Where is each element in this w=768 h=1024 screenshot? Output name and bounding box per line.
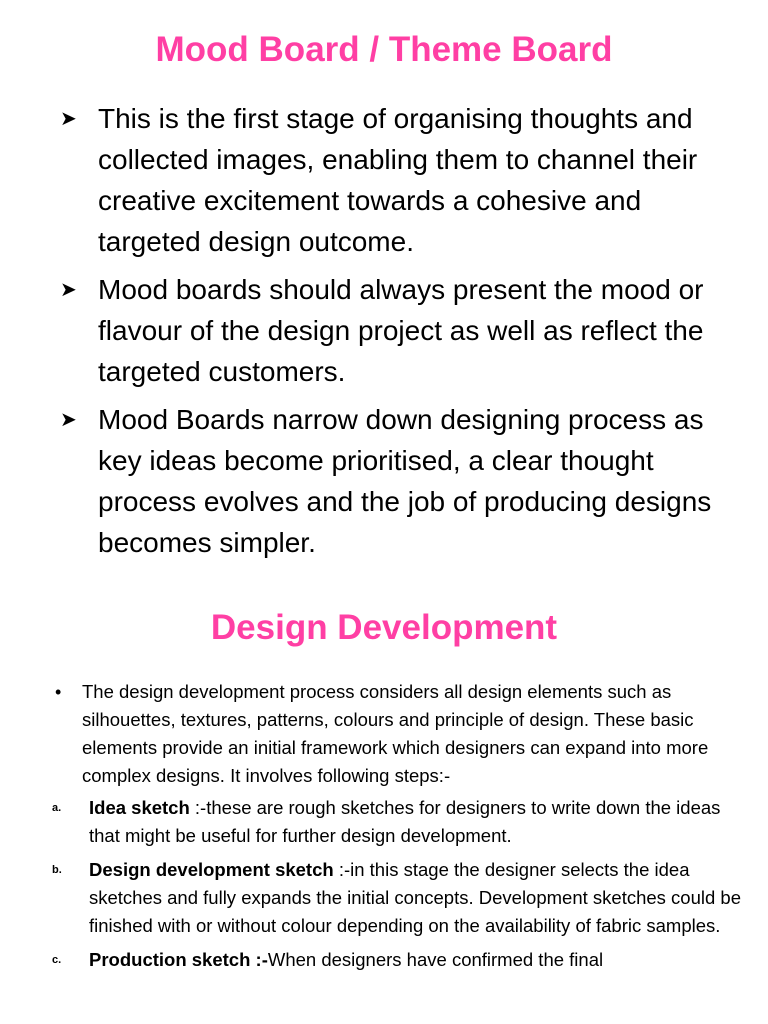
intro-paragraph xyxy=(52,678,752,790)
step-label: a. xyxy=(52,802,62,814)
step-term: Production sketch :- xyxy=(89,949,268,970)
arrowhead-icon: ➤ xyxy=(60,108,77,130)
step-label: b. xyxy=(52,864,62,876)
list-item-text: This is the first stage of organising thoughts and collected images, enabling them to channel their creative excitement towards a cohesive and targeted design outcome. xyxy=(98,103,698,257)
arrowhead-icon: ➤ xyxy=(60,409,77,431)
step-label: c. xyxy=(52,954,62,966)
step-text: When designers have confirmed the final xyxy=(267,949,604,970)
list-item xyxy=(60,98,750,262)
mood-board-bullet-list xyxy=(60,98,750,570)
list-item xyxy=(60,399,750,563)
step-text: :-these are rough sketches for designers to write down the ideas that might be useful for further design development. xyxy=(89,797,721,846)
step-term: Design development sketch xyxy=(89,859,334,880)
list-item xyxy=(60,269,750,392)
intro-text: The design development process considers all design elements such as silhouettes, textures, patterns, colours and principle of design. These basic elements provide an initial framework which designers can expand into more complex designs. It involves following steps:- xyxy=(82,681,709,786)
step-item xyxy=(52,794,752,850)
step-term: Idea sketch xyxy=(89,797,190,818)
step-item xyxy=(52,946,752,974)
step-text: :-in this stage the designer selects the idea sketches and fully expands the initial concepts. Development sketches could be finished with or without colour depending on the availability of fabric samples. xyxy=(89,859,741,936)
section-title-mood-board: Mood Board / Theme Board xyxy=(155,30,613,69)
list-item-text: Mood boards should always present the mood or flavour of the design project as well as reflect the targeted customers. xyxy=(98,274,704,387)
step-item xyxy=(52,856,752,940)
design-development-body xyxy=(52,678,752,980)
section-title-design-development: Design Development xyxy=(210,608,558,647)
arrowhead-icon: ➤ xyxy=(60,279,77,301)
list-item-text: Mood Boards narrow down designing process as key ideas become prioritised, a clear thought process evolves and the job of producing designs becomes simpler. xyxy=(98,404,712,558)
dot-icon: • xyxy=(55,682,62,702)
